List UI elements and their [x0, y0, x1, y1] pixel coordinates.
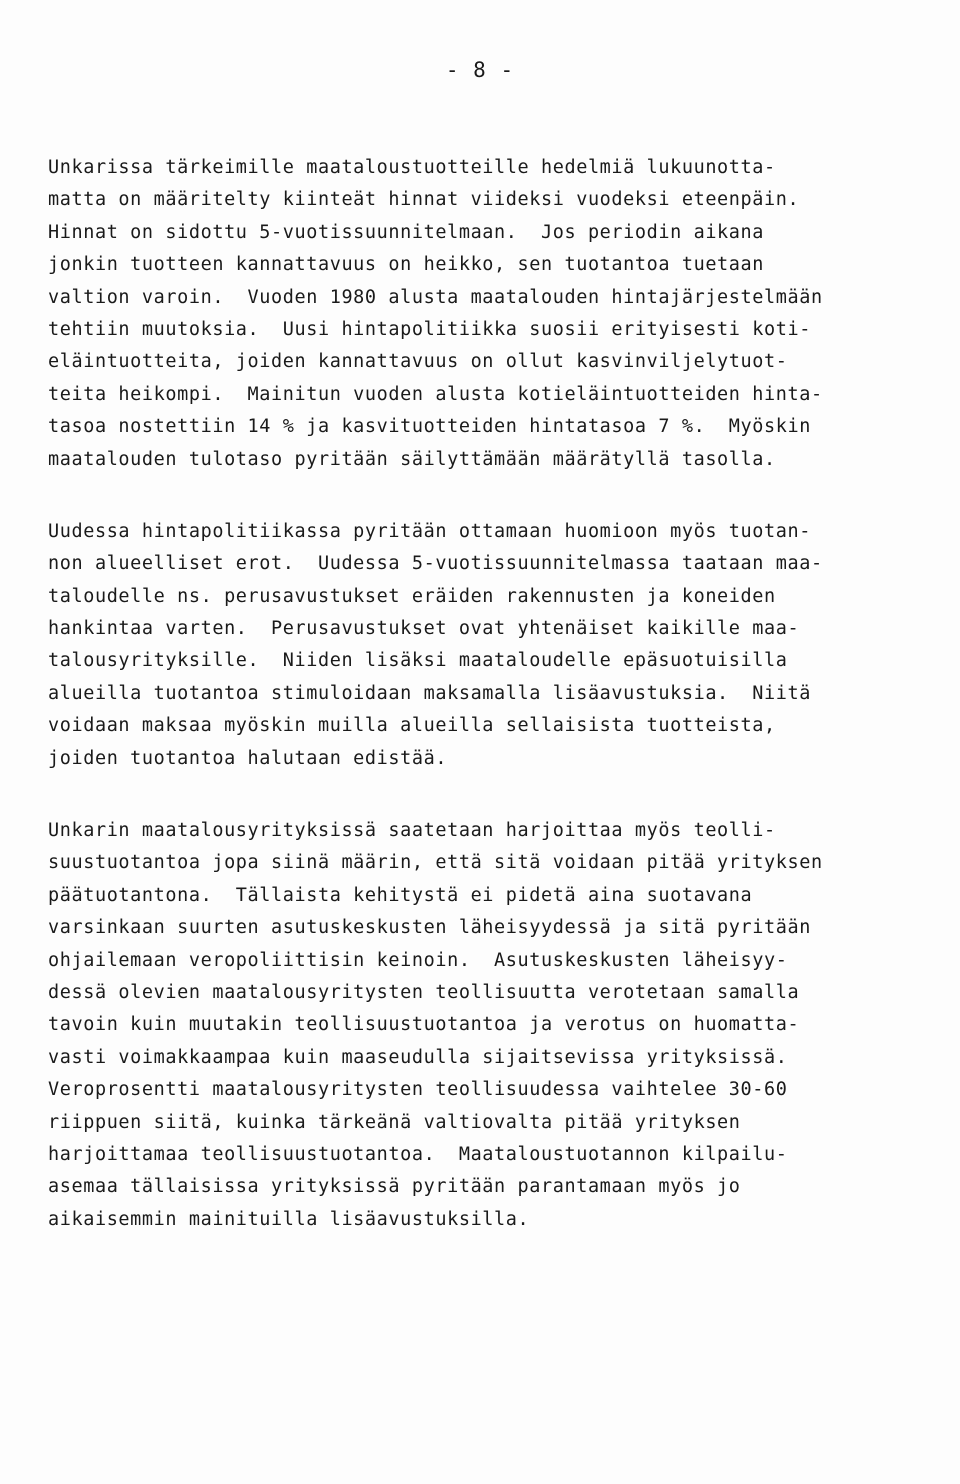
- document-body: [48, 152, 928, 1276]
- text-line: jonkin tuotteen kannattavuus on heikko, sen tuotantoa tuetaan: [48, 254, 765, 276]
- text-line: suustuotantoa jopa siinä määrin, että sitä voidaan pitää yrityksen: [48, 852, 823, 874]
- text-line: Veroprosentti maatalousyritysten teollisuudessa vaihtelee 30-60: [48, 1079, 788, 1101]
- text-line: harjoittamaa teollisuustuotantoa. Maataloustuotannon kilpailu-: [48, 1143, 788, 1165]
- text-line: Unkarin maatalousyrityksissä saatetaan harjoittaa myös teolli-: [48, 820, 776, 842]
- text-line: tasoa nostettiin 14 % ja kasvituotteiden hintatasoa 7 %. Myöskin: [48, 416, 811, 438]
- text-line: voidaan maksaa myöskin muilla alueilla sellaisista tuotteista,: [48, 715, 776, 737]
- text-line: ohjailemaan veropoliittisin keinoin. Asutuskeskusten läheisyy-: [48, 949, 788, 971]
- text-line: asemaa tällaisissa yrityksissä pyritään parantamaan myös jo: [48, 1176, 741, 1198]
- text-line: teita heikompi. Mainitun vuoden alusta kotieläintuotteiden hinta-: [48, 383, 823, 405]
- text-line: talousyrityksille. Niiden lisäksi maataloudelle epäsuotuisilla: [48, 650, 788, 672]
- text-line: tavoin kuin muutakin teollisuustuotantoa ja verotus on huomatta-: [48, 1014, 800, 1036]
- text-line: joiden tuotantoa halutaan edistää.: [48, 747, 448, 769]
- text-line: maatalouden tulotaso pyritään säilyttämään määrätyllä tasolla.: [48, 448, 776, 470]
- text-line: Uudessa hintapolitiikassa pyritään ottamaan huomioon myös tuotan-: [48, 520, 811, 542]
- text-line: alueilla tuotantoa stimuloidaan maksamalla lisäavustuksia. Niitä: [48, 682, 811, 704]
- text-line: Unkarissa tärkeimille maataloustuotteille hedelmiä lukuunotta-: [48, 157, 776, 178]
- text-line: Hinnat on sidottu 5-vuotissuunnitelmaan. Jos periodin aikana: [48, 221, 765, 243]
- text-line: tehtiin muutoksia. Uusi hintapolitiikka suosii erityisesti koti-: [48, 318, 811, 340]
- text-line: non alueelliset erot. Uudessa 5-vuotissuunnitelmassa taataan maa-: [48, 553, 823, 575]
- text-line: eläintuotteita, joiden kannattavuus on ollut kasvinviljelytuot-: [48, 351, 788, 373]
- text-line: valtion varoin. Vuoden 1980 alusta maatalouden hintajärjestelmään: [48, 286, 823, 308]
- page-number: - 8 -: [445, 58, 515, 82]
- paragraph-regional-subsidies: [48, 516, 928, 775]
- text-line: varsinkaan suurten asutuskeskusten läheisyydessä ja sitä pyritään: [48, 917, 811, 939]
- text-line: dessä olevien maatalousyritysten teollisuutta verotetaan samalla: [48, 981, 800, 1003]
- paragraph-industrial-production: [48, 815, 928, 1236]
- text-line: matta on määritelty kiinteät hinnat viideksi vuodeksi eteenpäin.: [48, 189, 800, 211]
- text-line: hankintaa varten. Perusavustukset ovat yhtenäiset kaikille maa-: [48, 618, 800, 640]
- text-line: vasti voimakkaampaa kuin maaseudulla sijaitsevissa yrityksissä.: [48, 1046, 788, 1068]
- text-line: aikaisemmin mainituilla lisäavustuksilla.: [48, 1208, 530, 1230]
- paragraph-price-policy: [48, 152, 928, 476]
- text-line: taloudelle ns. perusavustukset eräiden rakennusten ja koneiden: [48, 585, 776, 607]
- text-line: päätuotantona. Tällaista kehitystä ei pidetä aina suotavana: [48, 884, 753, 906]
- text-line: riippuen siitä, kuinka tärkeänä valtiovalta pitää yrityksen: [48, 1111, 741, 1133]
